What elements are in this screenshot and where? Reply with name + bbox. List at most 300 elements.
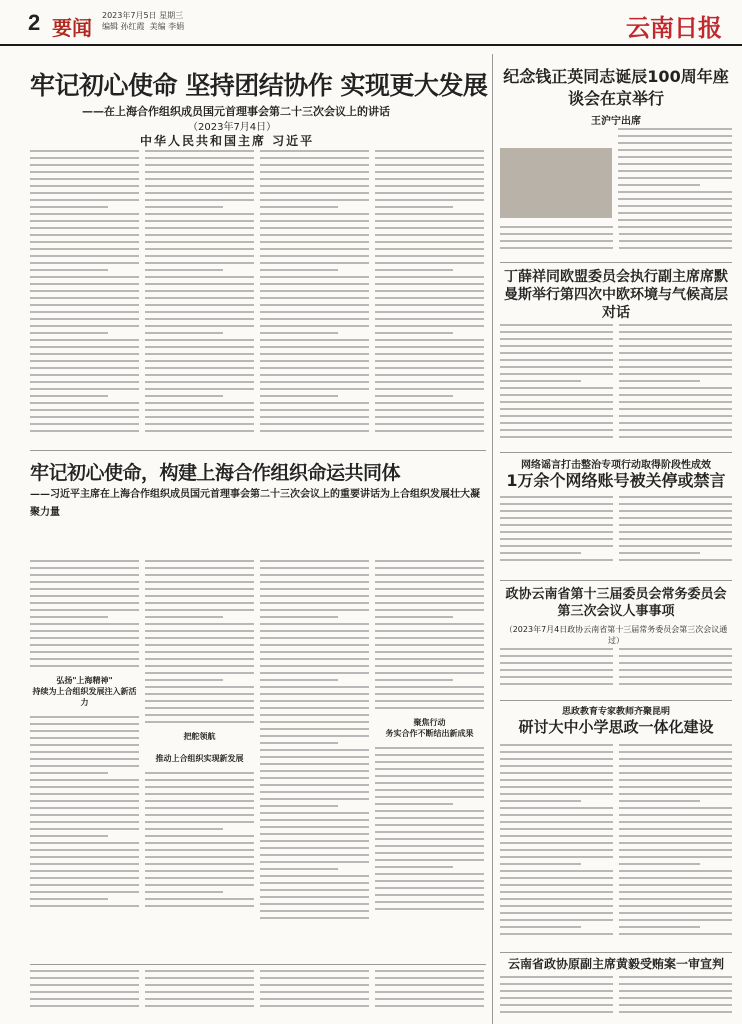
- text-line: [619, 884, 732, 886]
- text-line: [260, 395, 338, 397]
- text-line: [619, 814, 732, 816]
- text-line: [500, 800, 581, 802]
- text-line: [619, 226, 732, 228]
- text-line: [145, 984, 254, 986]
- text-line: [618, 177, 732, 179]
- text-line: [500, 538, 613, 540]
- text-line: [30, 213, 139, 215]
- text-line: [375, 768, 484, 770]
- text-line: [619, 877, 732, 879]
- text-line: [619, 545, 732, 547]
- text-line: [30, 991, 139, 993]
- text-line: [30, 730, 139, 732]
- text-line: [30, 430, 139, 432]
- text-line: [145, 800, 254, 802]
- text-line: [375, 213, 484, 215]
- text-line: [260, 227, 369, 229]
- text-line: [30, 171, 139, 173]
- text-line: [619, 429, 732, 431]
- text-line: [145, 884, 254, 886]
- article-column: [375, 970, 484, 1020]
- text-line: [500, 877, 613, 879]
- text-line: [260, 388, 369, 390]
- text-line: [500, 662, 613, 664]
- text-line: [375, 845, 484, 847]
- text-line: [260, 248, 369, 250]
- text-line: [375, 824, 484, 826]
- text-line: [30, 758, 139, 760]
- text-line: [145, 898, 254, 900]
- text-line: [375, 220, 484, 222]
- text-line: [145, 171, 254, 173]
- text-line: [619, 863, 700, 865]
- text-line: [145, 609, 254, 611]
- text-line: [145, 786, 254, 788]
- text-line: [145, 560, 254, 562]
- text-line: [30, 206, 108, 208]
- text-line: [30, 409, 139, 411]
- text-line: [500, 828, 613, 830]
- text-line: [500, 919, 613, 921]
- text-line: [30, 304, 139, 306]
- text-line: [260, 346, 369, 348]
- text-line: [375, 908, 484, 910]
- text-line: [375, 693, 484, 695]
- text-line: [260, 367, 369, 369]
- text-line: [260, 171, 369, 173]
- text-line: [145, 353, 254, 355]
- text-line: [145, 707, 254, 709]
- text-line: [260, 749, 369, 751]
- text-line: [260, 812, 369, 814]
- text-line: [30, 1005, 139, 1007]
- text-line: [30, 262, 139, 264]
- text-line: [30, 241, 139, 243]
- text-line: [260, 805, 338, 807]
- story1-subtitle: 王沪宁出席: [591, 116, 641, 127]
- text-line: [30, 609, 139, 611]
- text-line: [260, 574, 369, 576]
- text-line: [30, 644, 139, 646]
- text-line: [500, 394, 613, 396]
- text-line: [260, 651, 369, 653]
- text-line: [500, 331, 613, 333]
- text-line: [375, 560, 484, 562]
- text-line: [145, 623, 254, 625]
- text-line: [260, 977, 369, 979]
- text-line: [619, 559, 732, 561]
- text-line: [619, 891, 732, 893]
- issue-meta: 2023年7月5日 星期三 编辑 孙红霞 美编 李娟: [102, 11, 185, 31]
- text-line: [500, 933, 613, 935]
- text-line: [145, 616, 223, 618]
- text-line: [375, 185, 484, 187]
- text-line: [619, 247, 732, 249]
- text-line: [145, 346, 254, 348]
- text-line: [619, 765, 732, 767]
- text-line: [500, 744, 613, 746]
- text-line: [500, 912, 613, 914]
- text-line: [619, 983, 732, 985]
- text-line: [260, 262, 369, 264]
- text-line: [500, 842, 613, 844]
- text-line: [145, 220, 254, 222]
- text-line: [145, 178, 254, 180]
- text-line: [260, 595, 369, 597]
- text-line: [375, 574, 484, 576]
- text-line: [30, 898, 108, 900]
- text-line: [260, 644, 369, 646]
- section-subtitle: 弘扬"上海精神" 持续为上合组织发展注入新活力: [32, 676, 137, 707]
- text-line: [500, 359, 613, 361]
- text-line: [500, 387, 613, 389]
- article-column: [619, 976, 732, 1020]
- text-line: [500, 751, 613, 753]
- text-line: [375, 430, 484, 432]
- text-line: [375, 367, 484, 369]
- text-line: [30, 199, 139, 201]
- masthead-logo: 云南日报: [626, 13, 722, 42]
- text-line: [375, 423, 484, 425]
- text-line: [145, 877, 254, 879]
- text-line: [260, 991, 369, 993]
- text-line: [145, 714, 254, 716]
- text-line: [145, 686, 254, 688]
- text-line: [260, 665, 369, 667]
- text-line: [145, 905, 254, 907]
- text-line: [30, 346, 139, 348]
- text-line: [500, 233, 613, 235]
- divider: [500, 580, 732, 581]
- text-line: [145, 991, 254, 993]
- text-line: [619, 800, 700, 802]
- text-line: [145, 318, 254, 320]
- text-line: [260, 861, 369, 863]
- text-line: [260, 150, 369, 152]
- text-line: [500, 891, 613, 893]
- text-line: [619, 655, 732, 657]
- text-line: [375, 255, 484, 257]
- text-line: [30, 248, 139, 250]
- text-line: [145, 255, 254, 257]
- text-line: [30, 227, 139, 229]
- text-line: [145, 339, 254, 341]
- text-line: [500, 983, 613, 985]
- text-line: [500, 366, 613, 368]
- text-line: [260, 984, 369, 986]
- text-line: [30, 786, 139, 788]
- text-line: [30, 856, 139, 858]
- text-line: [619, 240, 732, 242]
- story4-title: 政协云南省第十三届委员会常务委员会第三次会议人事事项: [505, 587, 727, 619]
- text-line: [145, 1005, 254, 1007]
- article-column: [145, 560, 254, 960]
- text-line: [145, 409, 254, 411]
- text-line: [375, 859, 484, 861]
- text-line: [619, 401, 732, 403]
- text-line: [145, 164, 254, 166]
- text-line: [619, 990, 732, 992]
- text-line: [375, 248, 484, 250]
- text-line: [30, 388, 139, 390]
- text-line: [260, 234, 369, 236]
- text-line: [30, 870, 139, 872]
- article-column: [375, 560, 484, 960]
- text-line: [618, 170, 732, 172]
- text-line: [145, 658, 254, 660]
- article-column: [619, 226, 732, 256]
- text-line: [619, 510, 732, 512]
- story1-body: [618, 128, 732, 238]
- text-line: [145, 651, 254, 653]
- text-line: [260, 353, 369, 355]
- text-line: [260, 332, 338, 334]
- text-line: [260, 178, 369, 180]
- text-line: [618, 184, 700, 186]
- text-line: [375, 262, 484, 264]
- divider: [30, 964, 486, 965]
- text-line: [30, 616, 108, 618]
- text-line: [145, 248, 254, 250]
- text-line: [30, 877, 139, 879]
- text-line: [375, 199, 484, 201]
- text-line: [375, 269, 453, 271]
- text-line: [619, 394, 732, 396]
- text-line: [619, 324, 732, 326]
- text-line: [375, 353, 484, 355]
- text-line: [375, 332, 453, 334]
- text-line: [260, 742, 338, 744]
- text-line: [145, 388, 254, 390]
- article-column: [619, 744, 732, 944]
- text-line: [30, 276, 139, 278]
- text-line: [500, 905, 613, 907]
- text-line: [375, 651, 484, 653]
- text-line: [619, 926, 700, 928]
- text-line: [500, 814, 613, 816]
- text-line: [619, 538, 732, 540]
- text-line: [375, 241, 484, 243]
- text-line: [30, 984, 139, 986]
- text-line: [145, 856, 254, 858]
- text-line: [260, 637, 369, 639]
- text-line: [500, 807, 613, 809]
- text-line: [145, 672, 254, 674]
- text-line: [500, 338, 613, 340]
- text-line: [260, 875, 369, 877]
- text-line: [375, 206, 453, 208]
- text-line: [375, 283, 484, 285]
- text-line: [30, 297, 139, 299]
- text-line: [145, 567, 254, 569]
- text-line: [375, 970, 484, 972]
- divider: [500, 952, 732, 953]
- text-line: [619, 503, 732, 505]
- text-line: [260, 623, 369, 625]
- text-line: [619, 997, 732, 999]
- text-line: [260, 602, 369, 604]
- story2-title: 丁薛祥同欧盟委员会执行副主席席默曼斯举行第四次中欧环境与气候高层对话: [504, 269, 728, 321]
- text-line: [145, 262, 254, 264]
- text-line: [30, 595, 139, 597]
- text-line: [500, 552, 581, 554]
- text-line: [500, 669, 613, 671]
- text-line: [260, 707, 369, 709]
- text-line: [145, 870, 254, 872]
- text-line: [375, 998, 484, 1000]
- article-column: [260, 150, 369, 445]
- article-column: [145, 970, 254, 1020]
- text-line: [260, 276, 369, 278]
- text-line: [375, 171, 484, 173]
- text-line: [30, 891, 139, 893]
- text-line: [375, 623, 484, 625]
- text-line: [375, 1005, 484, 1007]
- text-line: [145, 199, 254, 201]
- text-line: [145, 381, 254, 383]
- text-line: [375, 304, 484, 306]
- text-line: [260, 679, 338, 681]
- text-line: [619, 1004, 732, 1006]
- text-line: [145, 793, 254, 795]
- story5-body: [500, 744, 732, 944]
- text-line: [375, 616, 453, 618]
- text-line: [375, 782, 484, 784]
- text-line: [260, 220, 369, 222]
- text-line: [619, 856, 732, 858]
- text-line: [260, 423, 369, 425]
- text-line: [619, 786, 732, 788]
- text-line: [30, 234, 139, 236]
- text-line: [500, 676, 613, 678]
- story3-kicker: 网络谣言打击整治专项行动取得阶段性成效: [521, 460, 711, 471]
- speech-date: （2023年7月4日）: [188, 122, 277, 133]
- second-subheadline: ——习近平主席在上海合作组织成员国元首理事会第二十三次会议上的重要讲话为上合组织发展壮大凝聚力量: [30, 489, 480, 518]
- text-line: [500, 496, 613, 498]
- text-line: [145, 842, 254, 844]
- text-line: [260, 672, 369, 674]
- text-line: [375, 686, 484, 688]
- text-line: [30, 849, 139, 851]
- byline: 中华人民共和国主席 习近平: [140, 134, 315, 148]
- text-line: [375, 297, 484, 299]
- text-line: [375, 602, 484, 604]
- text-line: [375, 402, 484, 404]
- text-line: [260, 840, 369, 842]
- text-line: [260, 609, 369, 611]
- text-line: [375, 395, 453, 397]
- text-line: [30, 360, 139, 362]
- text-line: [260, 409, 369, 411]
- text-line: [500, 240, 613, 242]
- divider: [500, 452, 732, 453]
- text-line: [260, 290, 369, 292]
- text-line: [260, 416, 369, 418]
- text-line: [375, 588, 484, 590]
- text-line: [375, 700, 484, 702]
- text-line: [619, 552, 700, 554]
- text-line: [375, 977, 484, 979]
- text-line: [260, 283, 369, 285]
- text-line: [260, 213, 369, 215]
- text-line: [619, 648, 732, 650]
- text-line: [260, 826, 369, 828]
- text-line: [619, 422, 732, 424]
- text-line: [619, 366, 732, 368]
- text-line: [260, 1005, 369, 1007]
- text-line: [30, 339, 139, 341]
- text-line: [145, 234, 254, 236]
- text-line: [145, 700, 254, 702]
- text-line: [145, 821, 254, 823]
- text-line: [30, 821, 139, 823]
- lead-headline: 牢记初心使命 坚持团结协作 实现更大发展: [30, 71, 488, 100]
- text-line: [260, 889, 369, 891]
- page-header: [0, 0, 742, 46]
- text-line: [500, 779, 613, 781]
- text-line: [618, 219, 732, 221]
- text-line: [260, 297, 369, 299]
- text-line: [375, 157, 484, 159]
- text-line: [30, 665, 139, 667]
- text-line: [375, 644, 484, 646]
- text-line: [30, 863, 139, 865]
- text-line: [145, 588, 254, 590]
- text-line: [375, 887, 484, 889]
- article-column: [30, 150, 139, 445]
- text-line: [145, 241, 254, 243]
- story5-title: 研讨大中小学思政一体化建设: [518, 718, 714, 736]
- text-line: [30, 977, 139, 979]
- text-line: [375, 339, 484, 341]
- text-line: [619, 669, 732, 671]
- text-line: [145, 814, 254, 816]
- text-line: [30, 311, 139, 313]
- text-line: [619, 807, 732, 809]
- text-line: [145, 402, 254, 404]
- text-line: [260, 658, 369, 660]
- column-rule: [492, 54, 493, 1024]
- text-line: [619, 835, 732, 837]
- text-line: [500, 1004, 613, 1006]
- text-line: [30, 402, 139, 404]
- article-column: [619, 496, 732, 572]
- text-line: [618, 128, 732, 130]
- text-line: [500, 835, 613, 837]
- text-line: [145, 772, 254, 774]
- text-line: [30, 192, 139, 194]
- text-line: [500, 345, 613, 347]
- text-line: [619, 779, 732, 781]
- text-line: [618, 205, 732, 207]
- text-line: [375, 838, 484, 840]
- text-line: [145, 297, 254, 299]
- text-line: [500, 373, 613, 375]
- text-line: [500, 884, 613, 886]
- divider: [500, 700, 732, 701]
- section-label: 要闻: [52, 16, 92, 40]
- text-line: [30, 423, 139, 425]
- story6-body: [500, 976, 732, 1020]
- text-line: [375, 346, 484, 348]
- text-line: [619, 331, 732, 333]
- text-line: [30, 751, 139, 753]
- divider: [500, 262, 732, 263]
- text-line: [145, 581, 254, 583]
- text-line: [375, 388, 484, 390]
- text-line: [30, 998, 139, 1000]
- text-line: [145, 849, 254, 851]
